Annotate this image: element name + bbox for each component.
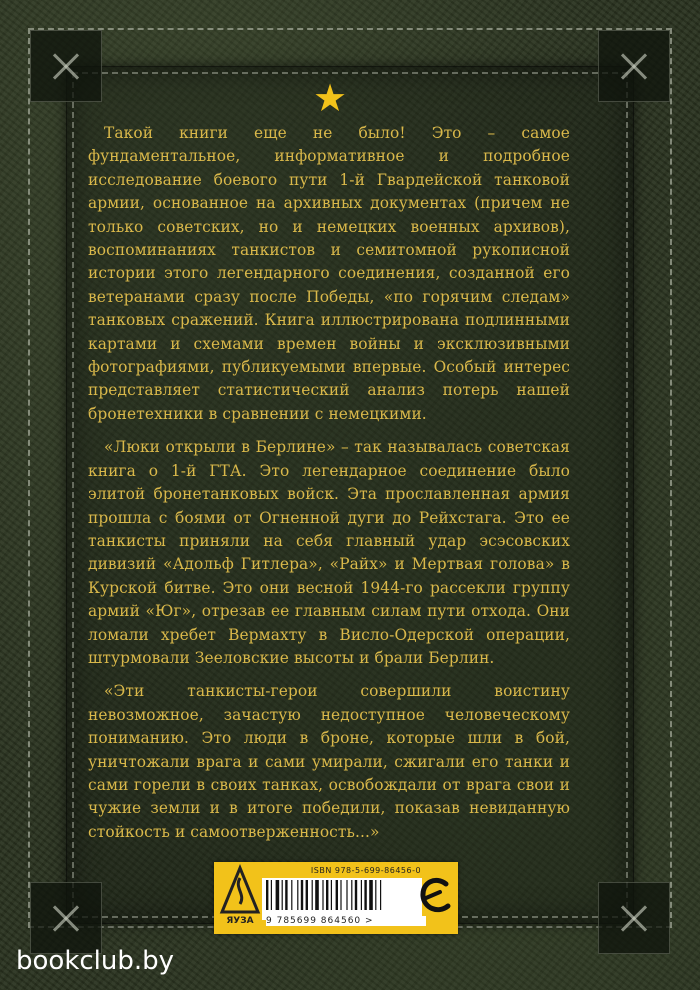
corner-rivet-bottom-left-icon [30,882,102,954]
star-icon: ★ [312,76,348,120]
blurb-paragraph-2: «Люки открыли в Берлине» – так называлась советская книга о 1-й ГТА. Это легендарное соединение было элитой бронетанковых войск. Эта прославленная армия прошла с боями от Огненной дуги до Рейхстага. Это ее танкисты приняли на себя главный удар эсэсовских дивизий «Адольф Гитлера», «Райх» и Мертвая голова» в Курской битве. Это они весной 1944-го рассекли группу армий «Юг», отрезав ее главным силам пути отхода. Они ломали хребет Вермахту в Висло-Одерской операции, штурмовали Зееловские высоты и брали Берлин. [88,438,570,667]
blurb-paragraph-1: Такой книги еще не было! Это – самое фундаментальное, информативное и подробное исследование боевого пути 1-й Гвардейской танковой армии, основанное на архивных документах (причем не только советских, но и немецких военных архивов), воспоминаниях танкистов и семитомной рукописной истории этого легендарного соединения, созданной его ветеранами сразу после Победы, «по горячим следам» танковых сражений. Книга иллюстрирована подлинными картами и схемами времен войны и эксклюзивными фотографиями, публикуемыми впервые. Особый интерес представляет статистический анализ потерь нашей бронетехники в сравнении с немецкими. [88,124,570,423]
watermark-label: bookclub.by [16,946,175,976]
imprint-label: ЯУЗА [226,916,254,926]
corner-rivet-top-left-icon [30,30,102,102]
isbn-text: ISBN 978-5-699-86456-0 [310,866,422,875]
blurb-paragraph-3: «Эти танкисты-герои совершили воистину невозможное, зачастую недоступное человеческому пониманию. Это люди в броне, которые шли в бой, уничтожали врага и сами умирали, сжигали его танки и сами горели в своих танках, освобождали от врага свои и чужие земли и в итоге победили, показав невиданную стойкость и самоотверженность...» [88,682,570,841]
corner-rivet-bottom-right-icon [598,882,670,954]
corner-rivet-top-right-icon [598,30,670,102]
blurb-text [88,122,570,854]
eksmo-logo-icon [418,870,454,928]
barcode-icon [262,878,422,920]
barcode-digits: 9 785699 864560 > [266,916,426,926]
